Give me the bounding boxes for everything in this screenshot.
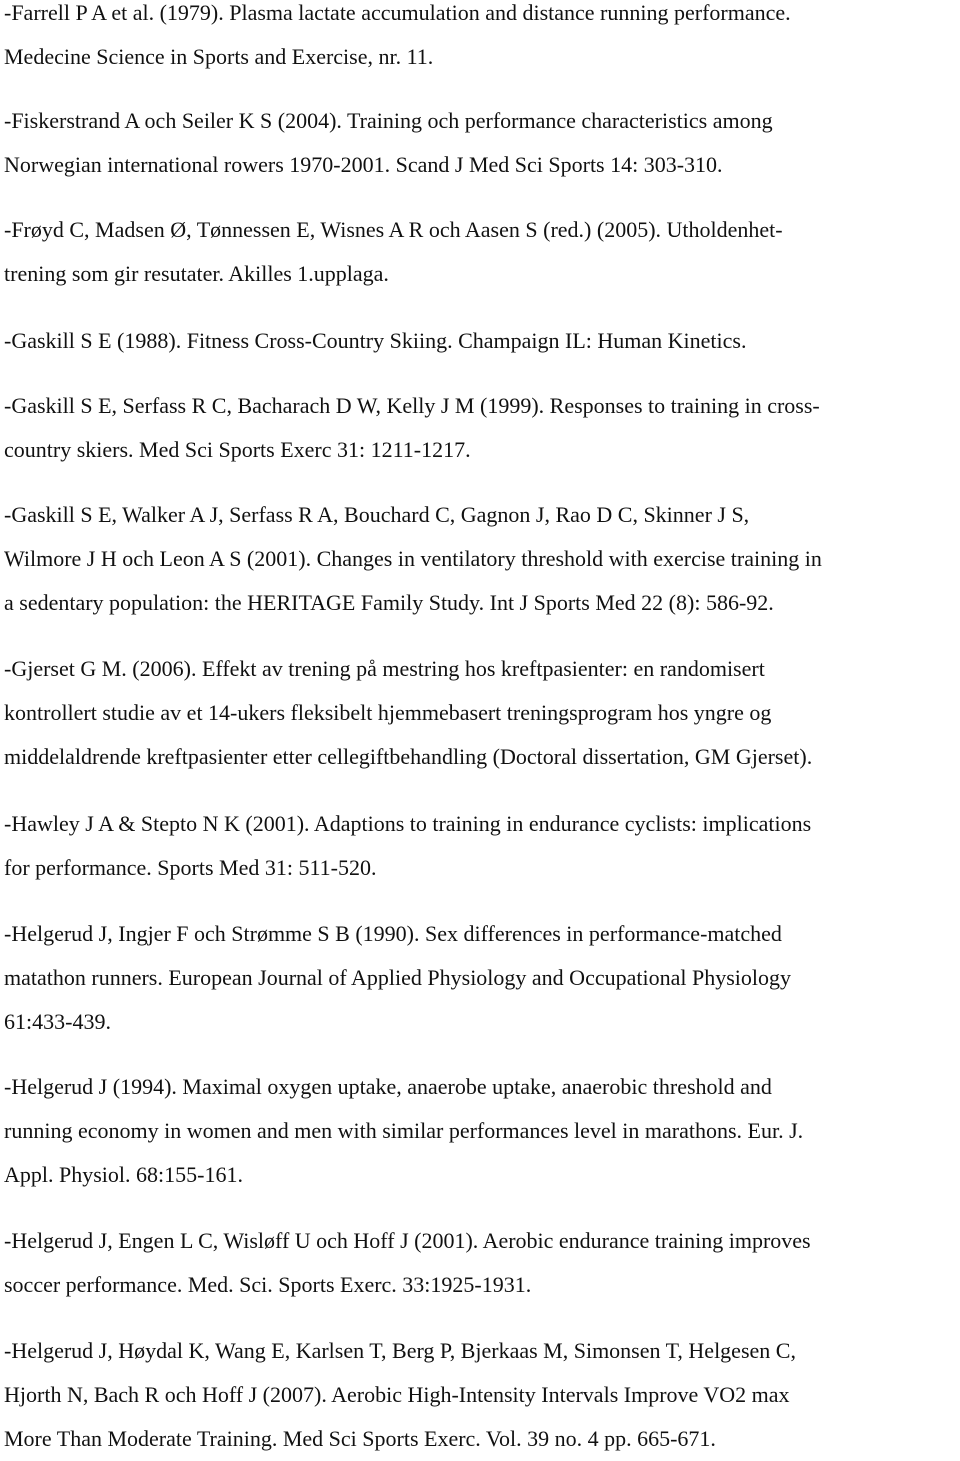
reference-entry-farrell-1979	[4, 0, 956, 79]
reference-line: -Farrell P A et al. (1979). Plasma lactate accumulation and distance running performance.	[4, 0, 791, 25]
reference-entry-gaskill-2001	[4, 493, 956, 625]
reference-line: -Helgerud J (1994). Maximal oxygen uptake, anaerobe uptake, anaerobic threshold and	[4, 1074, 772, 1099]
reference-line: Norwegian international rowers 1970-2001. Scand J Med Sci Sports 14: 303-310.	[4, 152, 723, 177]
reference-line: matathon runners. European Journal of Applied Physiology and Occupational Physiology	[4, 965, 791, 990]
reference-line: Hjorth N, Bach R och Hoff J (2007). Aerobic High-Intensity Intervals Improve VO2 max	[4, 1382, 790, 1407]
reference-entry-hawley-2001	[4, 802, 956, 890]
reference-entry-gjerset-2006	[4, 647, 956, 779]
reference-entry-fiskerstrand-2004	[4, 99, 956, 187]
reference-line: -Gaskill S E, Walker A J, Serfass R A, Bouchard C, Gagnon J, Rao D C, Skinner J S,	[4, 502, 750, 527]
reference-entry-helgerud-2007	[4, 1329, 956, 1461]
reference-entry-helgerud-1990	[4, 912, 956, 1044]
reference-line: -Helgerud J, Engen L C, Wisløff U och Hoff J (2001). Aerobic endurance training improves	[4, 1228, 811, 1253]
reference-line: -Hawley J A & Stepto N K (2001). Adaptions to training in endurance cyclists: implications	[4, 811, 812, 836]
reference-line: running economy in women and men with similar performances level in marathons. Eur. J.	[4, 1118, 804, 1143]
reference-line: -Gaskill S E (1988). Fitness Cross-Country Skiing. Champaign IL: Human Kinetics.	[4, 328, 747, 353]
reference-entry-gaskill-1999	[4, 384, 956, 472]
reference-line: a sedentary population: the HERITAGE Family Study. Int J Sports Med 22 (8): 586-92.	[4, 590, 774, 615]
reference-line: -Fiskerstrand A och Seiler K S (2004). Training och performance characteristics among	[4, 108, 773, 133]
reference-entry-helgerud-1994	[4, 1065, 956, 1197]
reference-line: kontrollert studie av et 14-ukers fleksibelt hjemmebasert treningsprogram hos yngre og	[4, 700, 772, 725]
reference-line: for performance. Sports Med 31: 511-520.	[4, 855, 377, 880]
reference-line: Medecine Science in Sports and Exercise, nr. 11.	[4, 44, 434, 69]
reference-line: Wilmore J H och Leon A S (2001). Changes in ventilatory threshold with exercise training in	[4, 546, 822, 571]
reference-line: trening som gir resutater. Akilles 1.upplaga.	[4, 261, 389, 286]
reference-line: -Gjerset G M. (2006). Effekt av trening på mestring hos kreftpasienter: en randomisert	[4, 656, 765, 681]
reference-line: -Frøyd C, Madsen Ø, Tønnessen E, Wisnes A R och Aasen S (red.) (2005). Utholdenhet-	[4, 217, 783, 242]
reference-line: -Gaskill S E, Serfass R C, Bacharach D W, Kelly J M (1999). Responses to training in cross-	[4, 393, 820, 418]
reference-line: -Helgerud J, Høydal K, Wang E, Karlsen T, Berg P, Bjerkaas M, Simonsen T, Helgesen C,	[4, 1338, 796, 1363]
reference-line: soccer performance. Med. Sci. Sports Exerc. 33:1925-1931.	[4, 1272, 532, 1297]
reference-entry-froyd-2005	[4, 208, 956, 296]
reference-line: Appl. Physiol. 68:155-161.	[4, 1162, 243, 1187]
reference-line: More Than Moderate Training. Med Sci Sports Exerc. Vol. 39 no. 4 pp. 665-671.	[4, 1426, 716, 1451]
reference-line: -Helgerud J, Ingjer F och Strømme S B (1990). Sex differences in performance-matched	[4, 921, 782, 946]
reference-line: middelaldrende kreftpasienter etter cellegiftbehandling (Doctoral dissertation, GM Gjerset).	[4, 744, 813, 769]
reference-line: 61:433-439.	[4, 1009, 111, 1034]
reference-line: country skiers. Med Sci Sports Exerc 31: 1211-1217.	[4, 437, 471, 462]
reference-entry-gaskill-1988	[4, 319, 956, 363]
reference-entry-helgerud-2001	[4, 1219, 956, 1307]
